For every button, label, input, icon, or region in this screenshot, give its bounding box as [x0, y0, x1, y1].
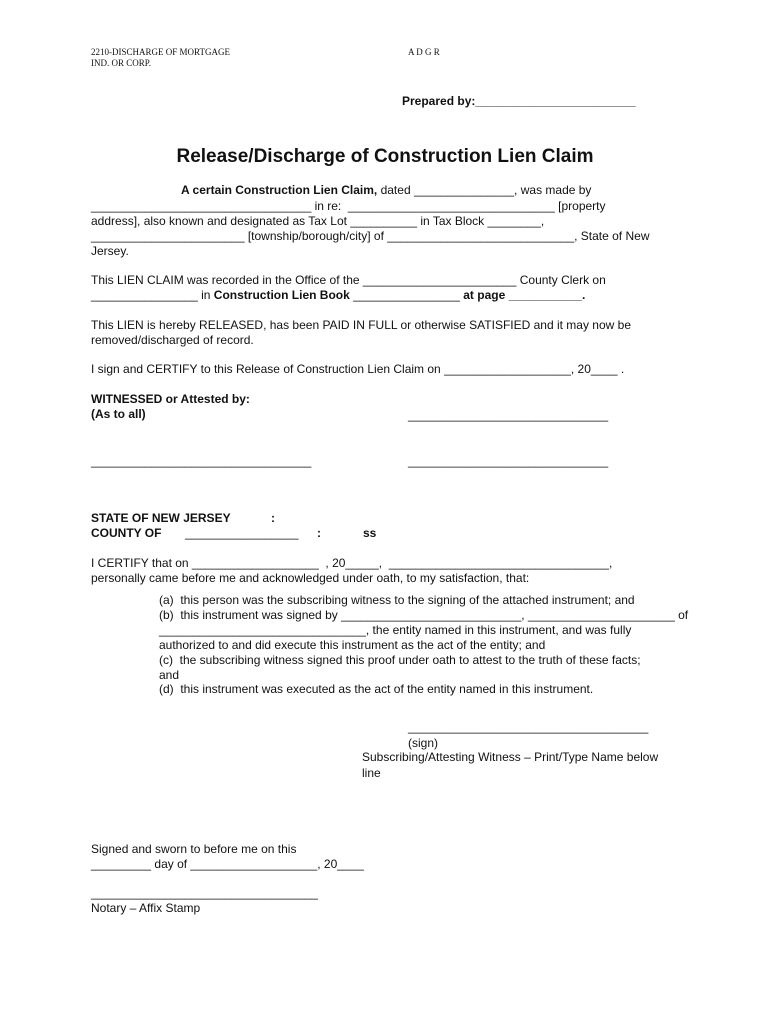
intro-line-4: _______________________ [township/borough/city] of ____________________________, State of New	[91, 229, 650, 243]
released-line-1: This LIEN is hereby RELEASED, has been PAID IN FULL or otherwise SATISFIED and it may now be	[91, 318, 631, 332]
lien-book-blank: ________________	[349, 288, 464, 302]
recorded-date-blank: ________________ in	[91, 288, 214, 302]
intro-lead: A certain Construction Lien Claim,	[181, 183, 378, 197]
witness-sign-line: ____________________________________	[408, 720, 649, 734]
intro-line-2: _________________________________ in re: _______________________________ [property	[91, 199, 606, 213]
notary-signature-line: __________________________________	[91, 886, 318, 900]
item-b-line-1: (b) this instrument was signed by ___________________________, ______________________ of	[159, 608, 689, 622]
witness-heading: WITNESSED or Attested by:	[91, 392, 250, 406]
venue-state: STATE OF NEW JERSEY	[91, 511, 231, 525]
item-c-line-2: and	[159, 668, 180, 682]
sign-label: (sign)	[408, 736, 439, 750]
witness-signature-line-1: ______________________________	[408, 408, 609, 422]
released-line-2: removed/discharged of record.	[91, 333, 254, 347]
form-number: 2210-DISCHARGE OF MORTGAGE	[91, 47, 230, 57]
venue-county-blank: _________________	[185, 526, 299, 540]
item-a: (a) this person was the subscribing witness to the signing of the attached instrument; and	[159, 593, 635, 607]
certify-release-line: I sign and CERTIFY to this Release of Construction Lien Claim on ___________________, 20____ .	[91, 362, 625, 376]
prepared-by: Prepared by:________________________	[402, 94, 636, 108]
sworn-line-1: Signed and sworn to before me on this	[91, 842, 297, 856]
page-label: at page	[463, 288, 506, 302]
certify-line-2: personally came before me and acknowledged under oath, to my satisfaction, that:	[91, 571, 530, 585]
document-title: Release/Discharge of Construction Lien Claim	[176, 146, 594, 167]
venue-ss: ss	[363, 526, 377, 540]
venue-colon-2: :	[317, 526, 321, 540]
recorded-line-1: This LIEN CLAIM was recorded in the Office of the _______________________ County Clerk on	[91, 273, 606, 287]
intro-line-5: Jersey.	[91, 244, 129, 258]
certify-line-1: I CERTIFY that on ___________________ , 20_____, _________________________________,	[91, 556, 613, 570]
venue-county: COUNTY OF	[91, 526, 162, 540]
sign-caption-2: line	[362, 766, 381, 780]
witness-signature-line-2: _________________________________	[91, 454, 312, 468]
sworn-line-2: _________ day of ___________________, 20____	[91, 857, 364, 871]
sign-caption-1: Subscribing/Attesting Witness – Print/Type Name below	[362, 750, 659, 764]
item-b-line-3: authorized to and did execute this instrument as the act of the entity; and	[159, 638, 546, 652]
witness-sub: (As to all)	[91, 407, 146, 421]
form-type: IND. OR CORP.	[91, 58, 152, 68]
page-blank: ___________.	[505, 288, 586, 302]
item-c-line-1: (c) the subscribing witness signed this proof under oath to attest to the truth of these facts;	[159, 653, 641, 667]
intro-line-1	[181, 183, 591, 198]
venue-colon-1: :	[271, 511, 275, 525]
lien-book-label: Construction Lien Book	[213, 288, 350, 302]
form-code: A D G R	[408, 47, 440, 57]
item-b-line-2: _______________________________, the entity named in this instrument, and was fully	[159, 623, 632, 637]
witness-signature-line-3: ______________________________	[408, 454, 609, 468]
item-d: (d) this instrument was executed as the act of the entity named in this instrument.	[159, 682, 594, 696]
intro-line-3: address], also known and designated as Tax Lot __________ in Tax Block ________,	[91, 214, 545, 228]
intro-line-1-rest: dated _______________, was made by	[377, 183, 592, 197]
notary-label: Notary – Affix Stamp	[91, 901, 201, 915]
recorded-line-2	[91, 288, 585, 303]
